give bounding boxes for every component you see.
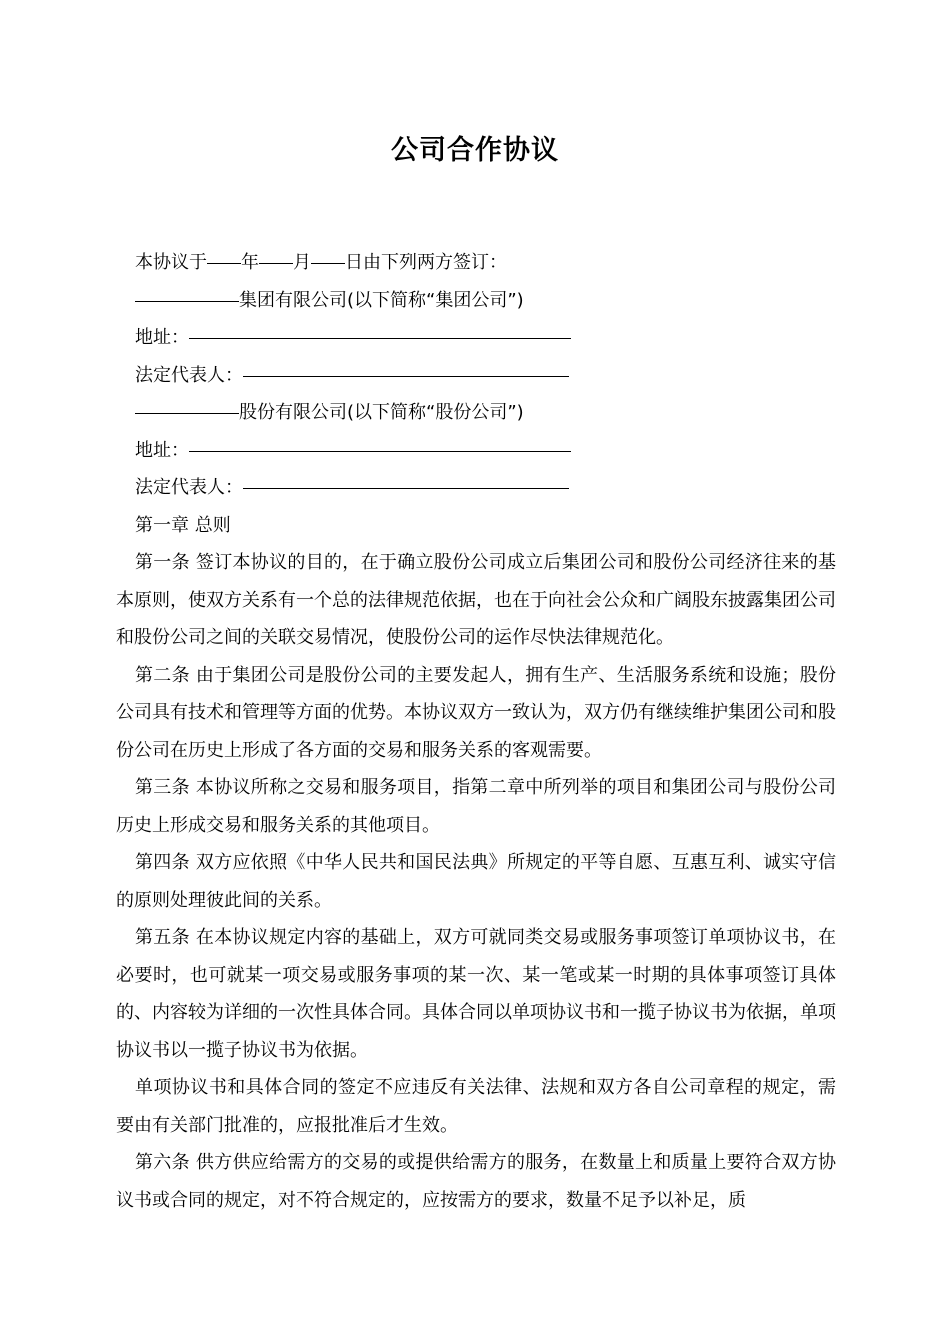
party-b-rep-blank [243,466,569,489]
year-blank [207,241,241,264]
article-2: 第二条 由于集团公司是股份公司的主要发起人，拥有生产、生活服务系统和设施；股份公司具有技术和管理等方面的优势。本协议双方一致认为，双方仍有继续维护集团公司和股份公司在历史上形成了各方面的交易和服务关系的客观需要。 [116,664,836,761]
intro-line [116,244,836,282]
document-title: 公司合作协议 [391,135,559,166]
article-5-continued: 单项协议书和具体合同的签定不应违反有关法律、法规和双方各自公司章程的规定，需要由有关部门批准的，应报批准后才生效。 [116,1077,836,1136]
article-6: 第六条 供方供应给需方的交易的或提供给需方的服务，在数量上和质量上要符合双方协议书或合同的规定，对不符合规定的，应按需方的要求，数量不足予以补足，质 [116,1152,836,1211]
month-blank [259,241,293,264]
article-5: 第五条 在本协议规定内容的基础上，双方可就同类交易或服务事项签订单项协议书，在必要时，也可就某一项交易或服务事项的某一次、某一笔或某一时期的具体事项签订具体的、内容较为详细的一次性具体合同。具体合同以单项协议书和一揽子协议书为依据，单项协议书以一揽子协议书为依据。 [116,927,836,1061]
article-4: 第四条 双方应依照《中华人民共和国民法典》所规定的平等自愿、互惠互利、诚实守信的原则处理彼此间的关系。 [116,852,836,911]
party-b-name: 股份有限公司(以下简称“股份公司”) [239,402,524,423]
intro-suffix: 日由下列两方签订： [345,252,507,273]
article-1: 第一条 签订本协议的目的，在于确立股份公司成立后集团公司和股份公司经济往来的基本原则，使双方关系有一个总的法律规范依据，也在于向社会公众和广阔股东披露集团公司和股份公司之间的关联交易情况，使股份公司的运作尽快法律规范化。 [116,552,836,648]
document-body [116,244,836,1219]
party-b-rep-label: 法定代表人： [135,477,243,498]
day-blank [311,241,345,264]
party-a-rep-blank [243,354,569,377]
party-a-name-line [116,282,836,320]
intro-prefix: 本协议于 [135,252,207,273]
party-b-address-line [116,432,836,470]
party-b-rep-line [116,469,836,507]
party-a-rep-label: 法定代表人： [135,364,243,386]
party-b-address-label: 地址： [135,439,189,461]
party-a-rep-line [116,357,836,395]
party-b-name-blank [135,391,239,414]
chapter-heading: 第一章 总则 [135,514,231,536]
party-b-address-blank [189,429,571,452]
party-a-address-line [116,319,836,357]
article-3: 第三条 本协议所称之交易和服务项目，指第二章中所列举的项目和集团公司与股份公司历史上形成交易和服务关系的其他项目。 [116,777,836,836]
intro-month: 月 [293,252,311,273]
party-a-address-blank [189,316,571,339]
intro-year: 年 [241,252,259,273]
party-a-address-label: 地址： [135,327,189,348]
party-a-name-blank [135,279,239,302]
party-a-name: 集团有限公司(以下简称“集团公司”) [239,289,524,311]
party-b-name-line [116,394,836,432]
